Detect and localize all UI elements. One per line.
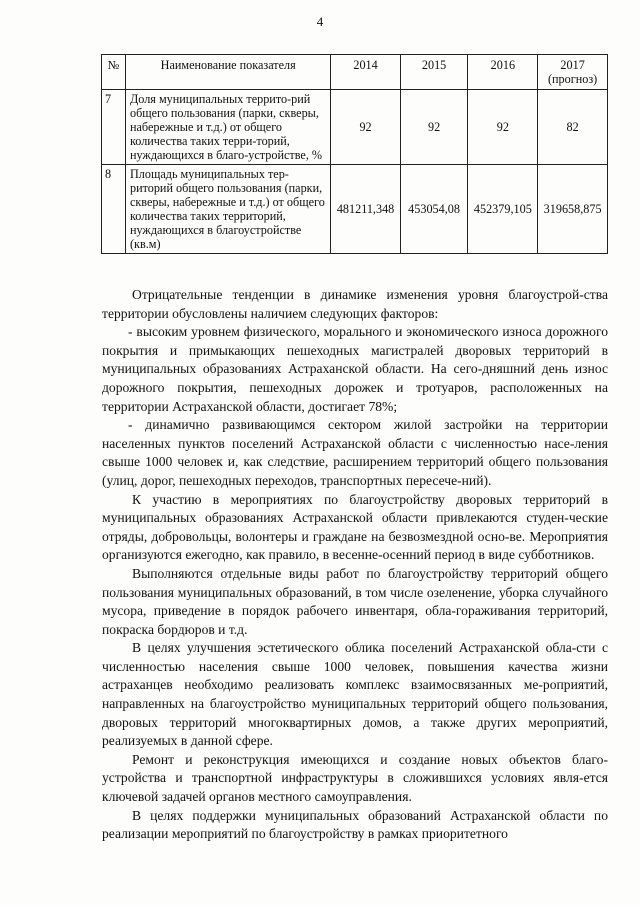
body-text [102,286,608,844]
row-number: 7 [102,90,126,165]
header-2015: 2015 [400,55,468,90]
paragraph: Отрицательные тенденции в динамике изменения уровня благоустрой-ства территории обусловлены наличием следующих факторов: [102,287,608,321]
value-2016: 92 [468,90,538,165]
header-2017-year: 2017 [560,58,585,72]
value-2015: 453054,08 [400,165,468,254]
value-2017: 319658,875 [538,165,608,254]
table-row [102,90,608,165]
header-2014: 2014 [331,55,400,90]
value-2017: 82 [538,90,608,165]
value-2016: 452379,105 [468,165,538,254]
header-2016: 2016 [468,55,538,90]
bullet-paragraph: - высоким уровнем физического, морального и экономического износа дорожного покрытия и примыкающих пешеходных магистралей дворовых территорий в муниципальных образованиях Астраханской области. На сего-дняшний день износ дорожного покрытия, пешеходных дорожек и тротуаров, расположенных на территории Астраханской области, достигает 78%; [102,324,608,414]
paragraph: В целях улучшения эстетического облика поселений Астраханской обла-сти с численностью населения свыше 1000 человек, повышения качества жизни астраханцев необходимо реализовать комплекс взаимосвязанных ме-роприятий, направленных на благоустройство муниципальных территорий общего пользования, дворовых территорий многоквартирных домов, а также других мероприятий, реализуемых в данной сфере. [102,640,608,749]
row-number: 8 [102,165,126,254]
value-2014: 481211,348 [331,165,400,254]
indicators-table [101,54,608,254]
table-header-row [102,55,608,90]
paragraph: Выполняются отдельные виды работ по благоустройству территорий общего пользования муниципальных образований, в том числе озеленение, уборка случайного мусора, приведение в порядок рабочего инвентаря, обла-гораживания территорий, покраска бордюров и т.д. [102,565,608,637]
header-name: Наименование показателя [125,55,330,90]
indicator-name: Доля муниципальных террито-рий общего пользования (парки, скверы, набережные и т.д.) от общего количества таких терри-торий, нуждающихся в благо-устройстве, % [125,90,330,165]
header-num: № [102,55,126,90]
value-2014: 92 [331,90,400,165]
paragraph: К участию в мероприятиях по благоустройству дворовых территорий в муниципальных образованиях Астраханской области привлекаются студен-ческие отряды, добровольцы, волонтеры и граждане на безвозмездной осно-ве. Мероприятия организуются ежегодно, как правило, в весенне-осенний период в виде субботников. [102,491,608,563]
bullet-paragraph: - динамично развивающимся сектором жилой застройки на территории населенных пунктов поселений Астраханской области с численностью насе-ления свыше 1000 человек и, как следствие, расширением территорий общего пользования (улиц, дорог, пешеходных переходов, транспортных пересече-ний). [102,417,608,488]
paragraph: В целях поддержки муниципальных образований Астраханской области по реализации мероприятий по благоустройству в рамках приоритетного [102,807,608,842]
paragraph: Ремонт и реконструкция имеющихся и создание новых объектов благо-устройства и транспортной инфраструктуры в сложившихся условиях явля-ется ключевой задачей органов местного самоуправления. [102,751,608,805]
indicator-name: Площадь муниципальных тер-риторий общего пользования (парки, скверы, набережные и т.д.) от общего количества таких территорий, нуждающихся в благоустройстве (кв.м) [125,165,330,254]
page-number: 4 [316,14,324,29]
table-row [102,165,608,254]
header-2017 [538,55,608,90]
value-2015: 92 [400,90,468,165]
header-2017-note: (прогноз) [547,72,598,86]
